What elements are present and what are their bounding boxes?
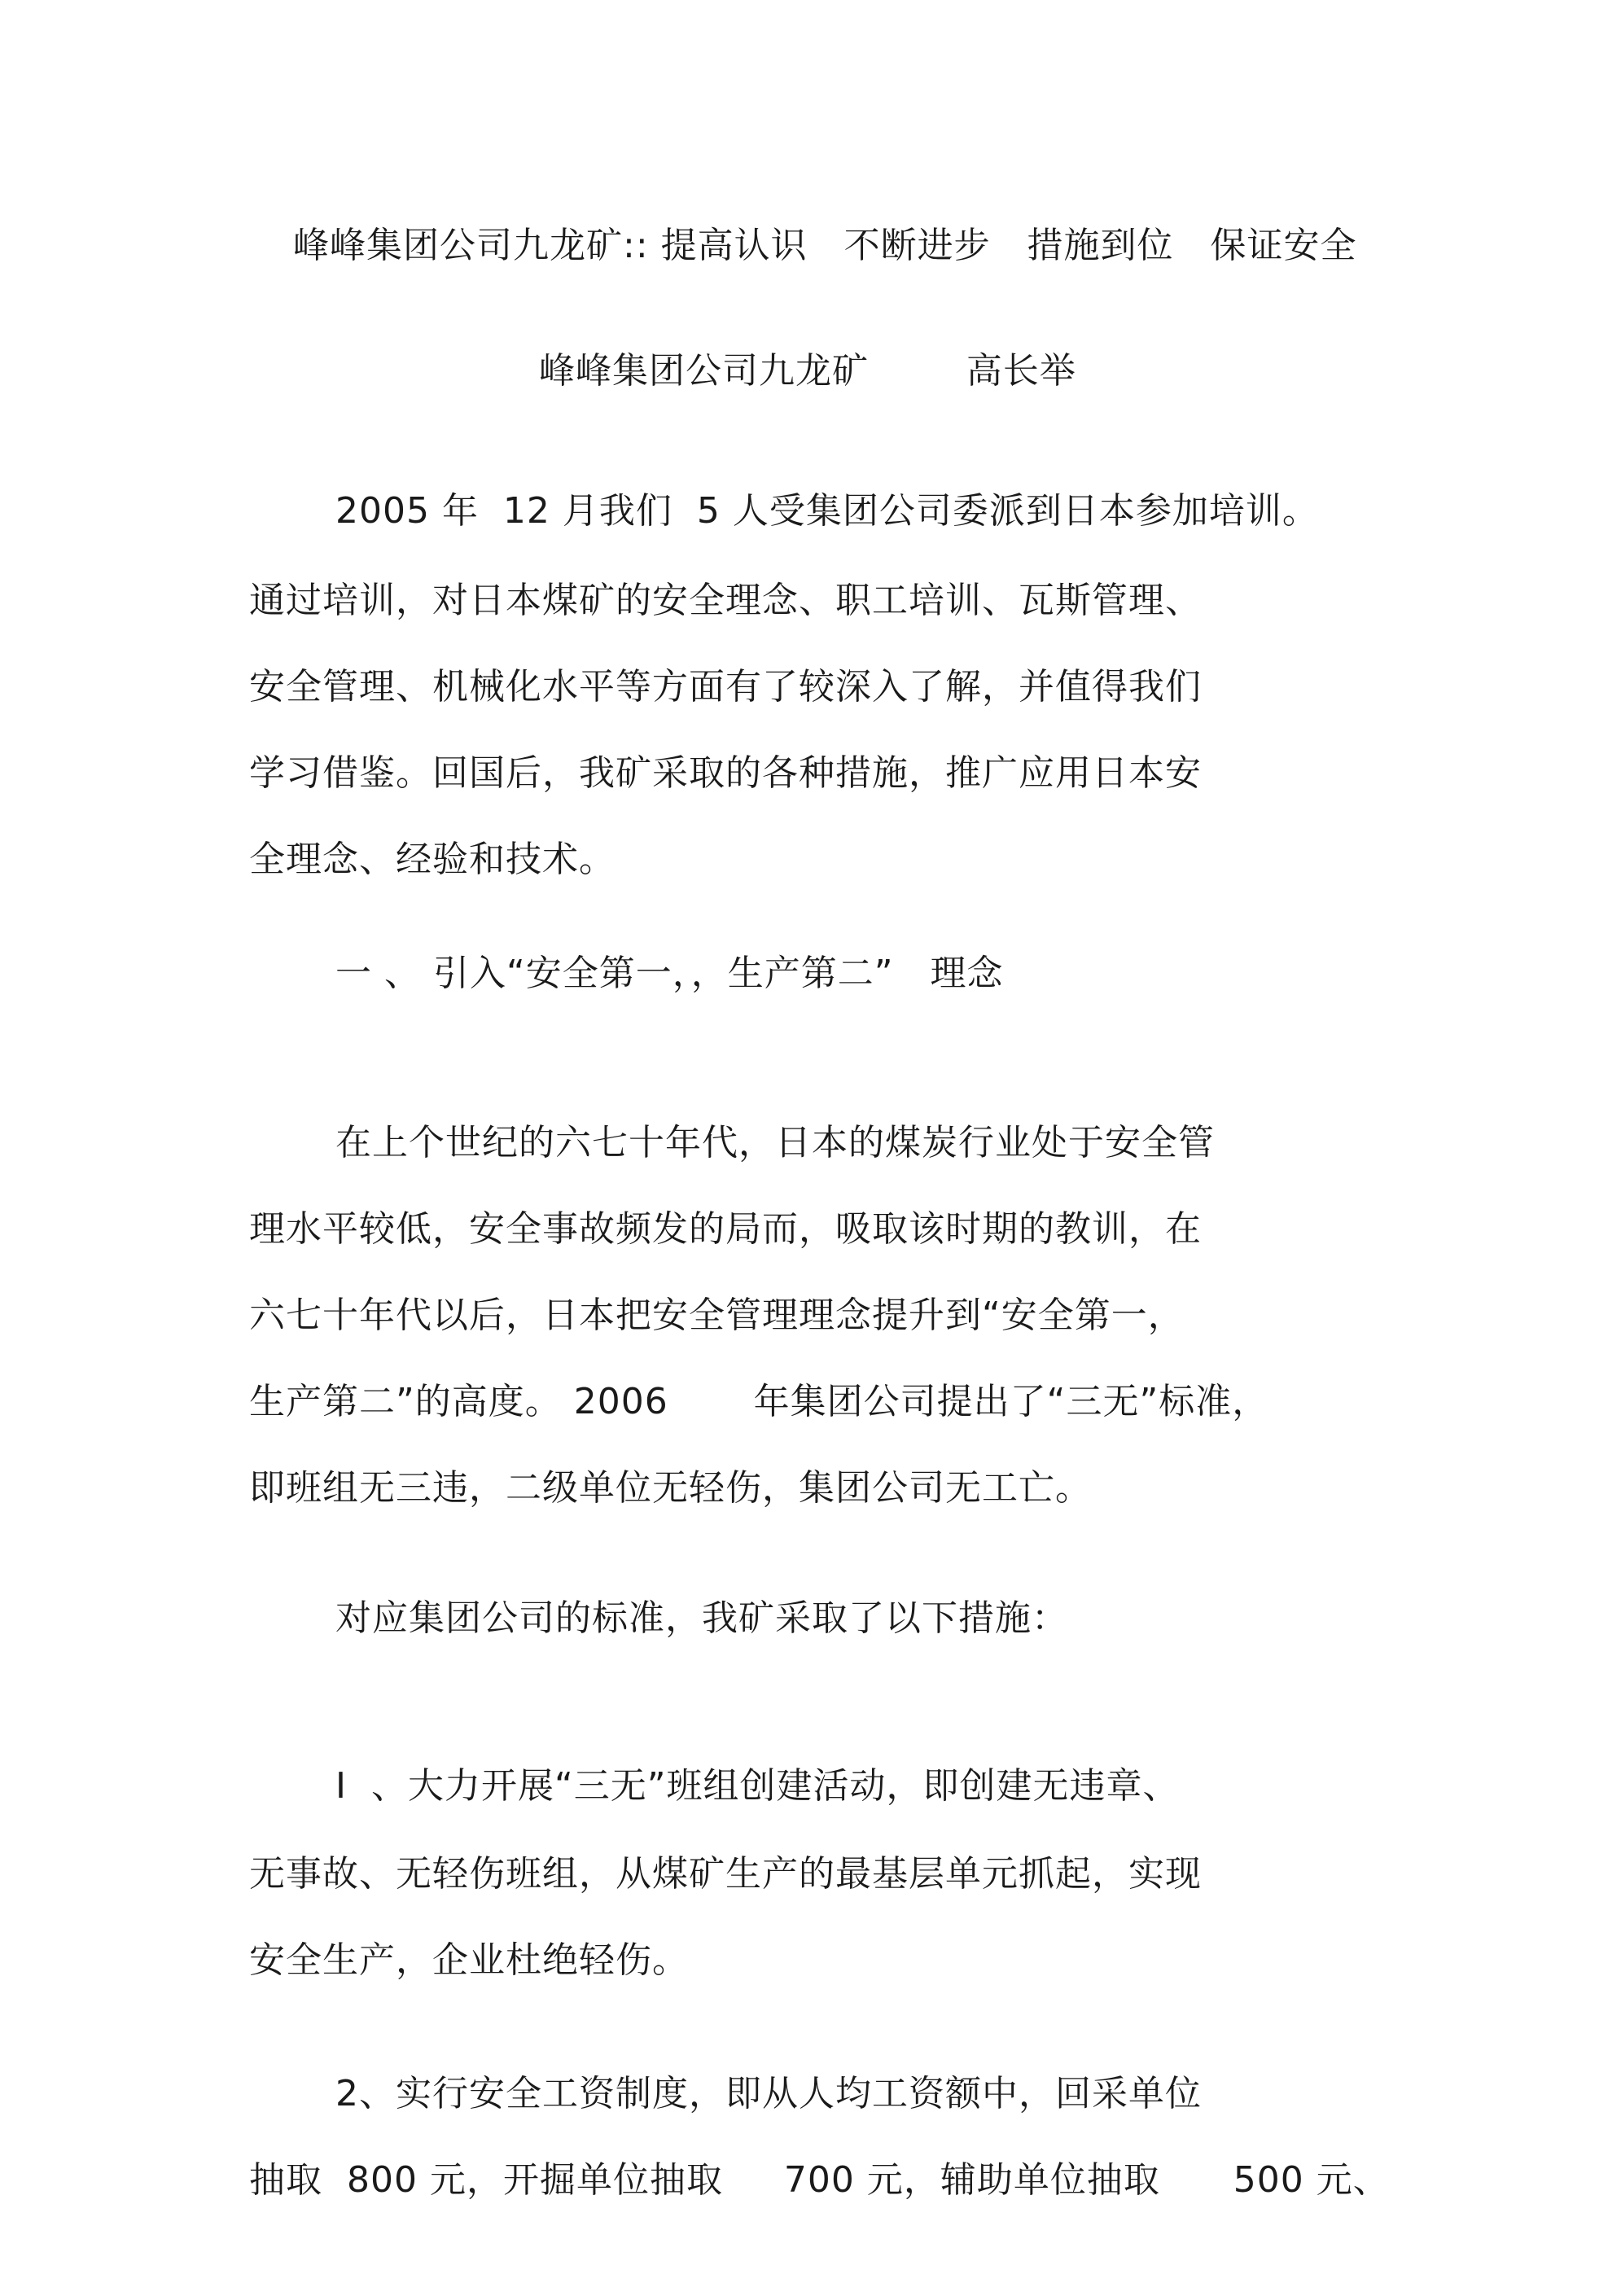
item-2-line-1: 2、实行安全工资制度，即从人均工资额中，回采单位	[335, 2073, 1202, 2114]
paragraph-2-line-2: 理水平较低，安全事故频发的局而，吸取该时期的教训，在	[249, 1208, 1202, 1250]
document-title: 峰峰集团公司九龙矿:: 提高认识 不断进步 措施到位 保证安全	[293, 225, 1357, 266]
item-1-line-1: I 、大力开展“三无”班组创建活动，即创建无违章、	[335, 1765, 1180, 1807]
paragraph-1-line-4: 学习借鉴。回国后，我矿采取的各种措施，推广应用日本安	[249, 752, 1202, 794]
paragraph-1-line-3: 安全管理、机械化水平等方面有了较深入了解，并值得我们	[249, 666, 1202, 708]
document-byline: 峰峰集团公司九龙矿 高长举	[539, 350, 1076, 392]
paragraph-2-line-1: 在上个世纪的六七十年代，日本的煤炭行业处于安全管	[335, 1122, 1215, 1163]
paragraph-1-line-5: 全理念、经验和技术。	[249, 839, 616, 880]
paragraph-2-line-3: 六七十年代以后，日本把安全管理理念提升到“安全第一，	[249, 1295, 1185, 1336]
item-2-line-2: 抽取 800 元，开掘单位抽取 700 元，辅助单位抽取 500 元、	[249, 2159, 1390, 2201]
item-1-line-2: 无事故、无轻伤班组，从煤矿生产的最基层单元抓起，实现	[249, 1853, 1202, 1895]
item-1-line-3: 安全生产，企业杜绝轻伤。	[249, 1939, 689, 1981]
paragraph-1-line-1: 2005 年 12 月我们 5 人受集团公司委派到日本参加培训。	[335, 490, 1319, 532]
paragraph-3: 对应集团公司的标准，我矿采取了以下措施：	[335, 1597, 1068, 1639]
section-heading-1: 一 、 引入“安全第一，，生产第二” 理念	[335, 953, 1004, 994]
paragraph-2-line-5: 即班组无三违，二级单位无轻伤，集团公司无工亡。	[249, 1467, 1092, 1509]
paragraph-2-line-4: 生产第二”的高度。 2006 年集团公司提出了“三无”标准，	[249, 1381, 1269, 1422]
paragraph-1-line-2: 通过培训，对日本煤矿的安全理念、职工培训、瓦斯管理、	[249, 580, 1202, 621]
